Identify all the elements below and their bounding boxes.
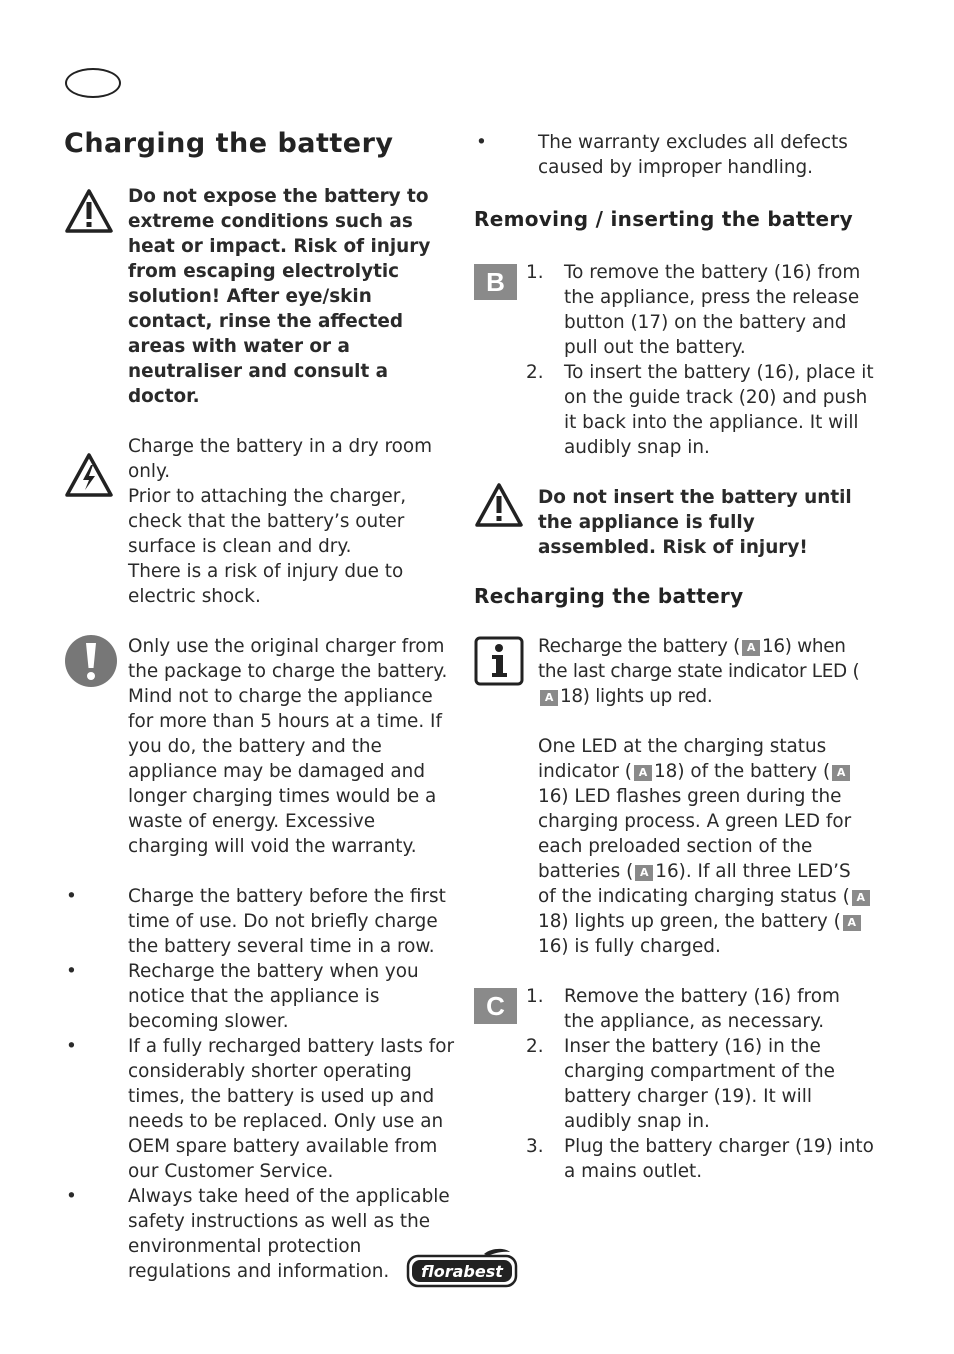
text-run: 16) when the last charge state indicator LED ( xyxy=(538,636,860,682)
bullet-symbol: • xyxy=(66,886,77,907)
step-text: Inser the battery (16) in the charging compartment of the battery charger (19). It will audibly snap in. xyxy=(564,1036,835,1132)
figure-a-ref: A xyxy=(540,690,558,706)
heading-removing-inserting: Removing / inserting the battery xyxy=(474,207,853,231)
removing-steps-block xyxy=(474,260,874,460)
shock-text-risk: There is a risk of injury due to electric shock. xyxy=(128,561,404,607)
logo-text: florabest xyxy=(421,1262,503,1281)
list-item xyxy=(474,130,874,180)
text-run: 18) of the battery ( xyxy=(653,761,831,782)
charging-steps-block xyxy=(474,984,874,1184)
warranty-text: The warranty excludes all defects caused by improper handling. xyxy=(538,132,848,178)
shock-text-dry-room: Charge the battery in a dry room only. xyxy=(128,436,433,482)
warning-block-assembly xyxy=(474,485,874,560)
list-item xyxy=(64,1184,456,1284)
figure-a-ref: A xyxy=(742,640,760,656)
right-column xyxy=(474,130,874,1184)
list-item-text: Recharge the battery when you notice that the appliance is becoming slower. xyxy=(128,961,419,1032)
info-icon xyxy=(474,636,524,690)
page-title: Charging the battery xyxy=(64,128,394,159)
florabest-logo xyxy=(406,1248,518,1288)
figure-a-ref: A xyxy=(843,915,861,931)
text-run: 18) lights up green, the battery ( xyxy=(538,911,841,932)
step-number: 1. xyxy=(526,986,544,1007)
list-item xyxy=(64,959,456,1034)
warning-triangle-icon xyxy=(474,482,524,532)
warning-triangle-icon xyxy=(64,188,114,238)
recharge-info-block xyxy=(474,634,874,959)
shock-text-check-surface: Prior to attaching the charger, check that the battery’s outer surface is clean and dry. xyxy=(128,486,407,557)
list-item-text: Always take heed of the applicable safety instructions as well as the environmental protection regulations and information. xyxy=(128,1186,450,1282)
warning-text-extreme-conditions: Do not expose the battery to extreme conditions such as heat or impact. Risk of injury from escaping electrolytic solution! After eye/skin contact, rinse the affected areas with water or a neutraliser and consult a doctor. xyxy=(128,186,431,407)
heading-recharging: Recharging the battery xyxy=(474,584,744,608)
figure-a-ref: A xyxy=(852,890,870,906)
bullet-symbol: • xyxy=(476,132,487,153)
left-column xyxy=(64,124,456,1284)
list-item xyxy=(64,884,456,959)
step-number: 2. xyxy=(526,1036,544,1057)
language-marker xyxy=(65,68,121,98)
list-item-text: If a fully recharged battery lasts for considerably shorter operating times, the battery is used up and needs to be replaced. Only use an OEM spare battery available from our Customer Service. xyxy=(128,1036,455,1182)
text-run: 18) lights up red. xyxy=(560,686,713,707)
bullet-symbol: • xyxy=(66,961,77,982)
list-item xyxy=(64,1034,456,1184)
figure-a-ref: A xyxy=(635,865,653,881)
warning-block-extreme-conditions xyxy=(64,184,456,409)
figure-a-ref: A xyxy=(634,765,652,781)
step-text: Plug the battery charger (19) into a mains outlet. xyxy=(564,1136,874,1182)
text-run: One LED at the charging status indicator ( xyxy=(538,736,827,782)
exclamation-circle-icon xyxy=(64,634,118,692)
list-item xyxy=(474,360,874,460)
step-text: To remove the battery (16) from the appliance, press the release button (17) on the battery and pull out the battery. xyxy=(564,262,861,358)
step-number: 1. xyxy=(526,262,544,283)
warning-text-assembly: Do not insert the battery until the appliance is fully assembled. Risk of injury! xyxy=(538,487,852,558)
step-text: Remove the battery (16) from the appliance, as necessary. xyxy=(564,986,840,1032)
step-number: 3. xyxy=(526,1136,544,1157)
list-item xyxy=(474,1034,874,1134)
original-charger-text: Only use the original charger from the package to charge the battery. Mind not to charge the appliance for more than 5 hours at a time. If you do, the battery and the appliance may be damaged and longer charging times would be a waste of energy. Excessive charging will void the warranty. xyxy=(128,636,448,857)
list-item xyxy=(474,1134,874,1184)
electric-shock-icon xyxy=(64,452,114,502)
removing-steps-list xyxy=(474,260,874,460)
figure-c-label: C xyxy=(474,988,517,1024)
charging-tips-list xyxy=(64,884,456,1284)
shock-warning-block xyxy=(64,434,456,609)
bullet-symbol: • xyxy=(66,1036,77,1057)
step-number: 2. xyxy=(526,362,544,383)
text-run: 16). If all three LED’S of the indicating charging status ( xyxy=(538,861,851,907)
figure-a-ref: A xyxy=(832,765,850,781)
list-item xyxy=(474,260,874,360)
warranty-list xyxy=(474,130,874,180)
list-item-text: Charge the battery before the first time of use. Do not briefly charge the battery several time in a row. xyxy=(128,886,446,957)
recharge-paragraph-2 xyxy=(538,734,874,959)
charging-steps-list xyxy=(474,984,874,1184)
figure-b-label: B xyxy=(474,264,517,300)
step-text: To insert the battery (16), place it on the guide track (20) and push it back into the appliance. It will audibly snap in. xyxy=(564,362,874,458)
list-item xyxy=(474,984,874,1034)
text-run: Recharge the battery ( xyxy=(538,636,740,657)
bullet-symbol: • xyxy=(66,1186,77,1207)
original-charger-note-block xyxy=(64,634,456,859)
recharge-paragraph-1 xyxy=(538,634,874,709)
text-run: 16) is fully charged. xyxy=(538,936,721,957)
text-run: 16) LED flashes green during the charging process. A green LED for each preloaded section of the batteries ( xyxy=(538,786,852,882)
